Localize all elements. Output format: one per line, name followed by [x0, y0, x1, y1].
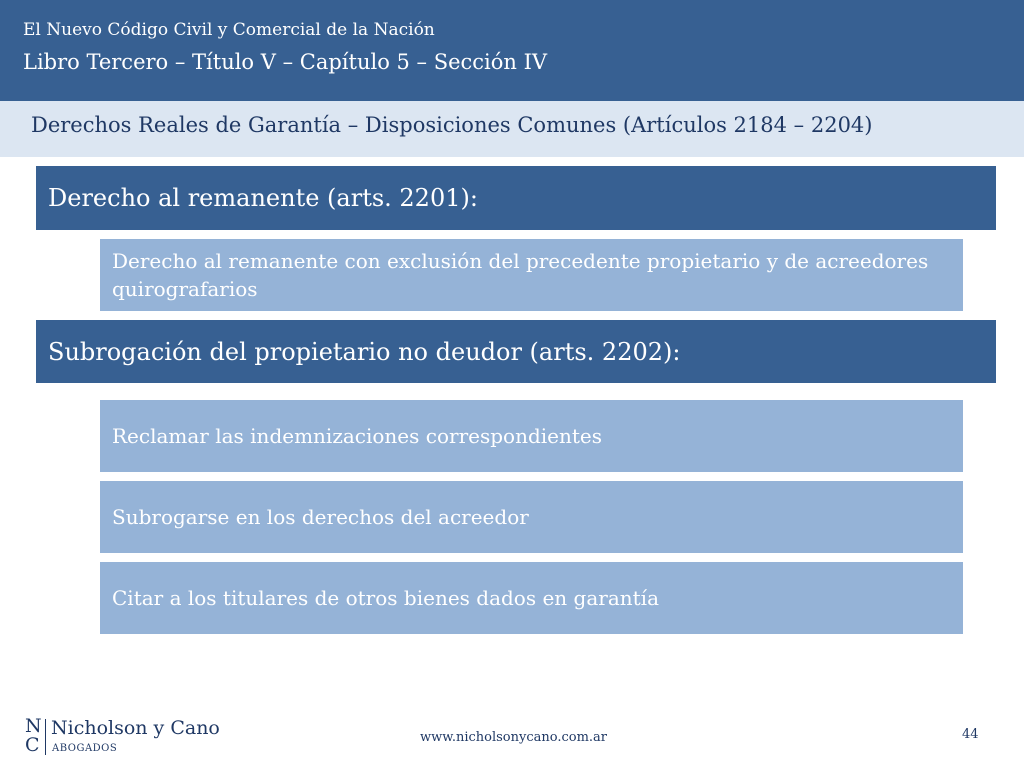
header-title-line1: El Nuevo Código Civil y Comercial de la Nación — [23, 20, 435, 40]
header-title-line2: Libro Tercero – Título V – Capítulo 5 – Sección IV — [23, 50, 548, 74]
subheader-title: Derechos Reales de Garantía – Disposiciones Comunes (Artículos 2184 – 2204) — [31, 113, 873, 137]
slide-subheader — [0, 101, 1024, 157]
section-item-subrogarse: Subrogarse en los derechos del acreedor — [100, 481, 963, 553]
slide-header — [0, 0, 1024, 101]
footer-website-url: www.nicholsonycano.com.ar — [420, 730, 608, 745]
logo-subtitle: ABOGADOS — [52, 743, 118, 754]
section-heading-subrogacion: Subrogación del propietario no deudor (arts. 2202): — [36, 320, 996, 383]
section-item-remanente: Derecho al remanente con exclusión del precedente propietario y de acreedores quirografarios — [100, 239, 963, 311]
section-item-reclamar: Reclamar las indemnizaciones correspondientes — [100, 400, 963, 472]
logo-monogram: N C — [25, 715, 42, 756]
page-number: 44 — [962, 727, 979, 742]
section-item-citar: Citar a los titulares de otros bienes dados en garantía — [100, 562, 963, 634]
logo-name: Nicholson y Cano — [51, 717, 220, 739]
logo-divider — [45, 719, 46, 755]
section-heading-remanente: Derecho al remanente (arts. 2201): — [36, 166, 996, 230]
